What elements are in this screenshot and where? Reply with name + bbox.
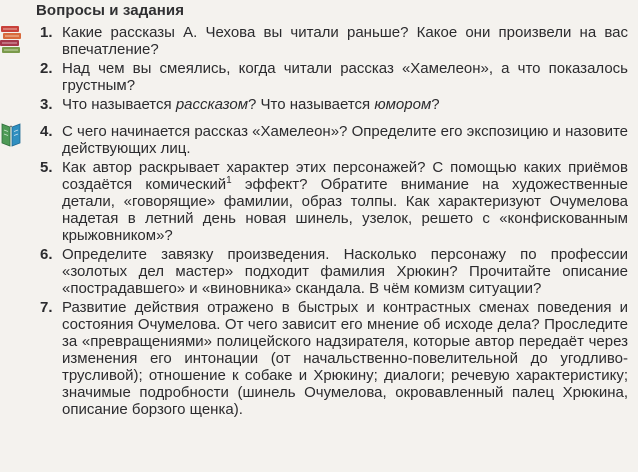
question-text [62,159,628,244]
question-number: 5. [40,159,53,176]
question-text: Развитие действия отражено в быстрых и контрастных сменах поведения и состояния Очумелова. От чего зависит его мнение об исходе дела? Проследите за «превращениями» полицейского надзирателя, которые автор передаёт через изменения его интонации (от начальственно-повелительной до угодливо-трусливой); отношение к собаке и Хрюкину; диалоги; речевую характеристику; значимые подробности (шинель Очумелова, окровавленный палец Хрюкина, описание борзого щенка). [62,299,628,418]
question-number: 6. [40,246,53,263]
question-text-part: ? Что называется [248,96,375,113]
question-item [40,123,628,157]
footnote-marker: 1 [226,175,232,186]
question-text-part: эффект? Обратите внимание на художественные детали, «говорящие» фамилии, образ толпы. Как характеризуют Очумелова надетая в летний день новая шинель, узелок, решето с «конфискованным крыжовником»? [62,176,628,244]
question-item [40,159,628,244]
question-item [40,24,628,58]
question-item [40,246,628,297]
term-humor: юмором [374,96,432,113]
section-heading: Вопросы и задания [36,2,185,19]
term-story: рассказом [175,96,249,113]
question-text: Над чем вы смеялись, когда читали рассказ «Хамелеон», а что показалось грустным? [62,60,628,94]
question-item [40,299,628,418]
question-number: 2. [40,60,53,77]
question-item [40,60,628,94]
question-text-part: ? [431,96,440,113]
question-text-part: Что называется [62,96,176,113]
open-book-icon [0,120,22,148]
question-text-part: Как автор раскрывает характер этих персонажей? С помощью каких приёмов создаётся комический [62,159,628,193]
question-text: Определите завязку произведения. Насколько персонажу по профессии «золотых дел мастер» подходит фамилия Хрюкин? Прочитайте описание «пострадавшего» и «виновника» скандала. В чём комизм ситуации? [62,246,628,297]
question-number: 7. [40,299,53,316]
question-text: Какие рассказы А. Чехова вы читали раньше? Какое они произвели на вас впечатление? [62,24,628,58]
stacked-books-icon [0,24,22,54]
question-text: С чего начинается рассказ «Хамелеон»? Определите его экспозицию и назовите действующих лиц. [62,123,628,157]
question-number: 4. [40,123,53,140]
questions-list [40,24,628,420]
question-text [62,96,440,113]
question-number: 3. [40,96,53,113]
question-item [40,96,628,113]
question-number: 1. [40,24,53,41]
